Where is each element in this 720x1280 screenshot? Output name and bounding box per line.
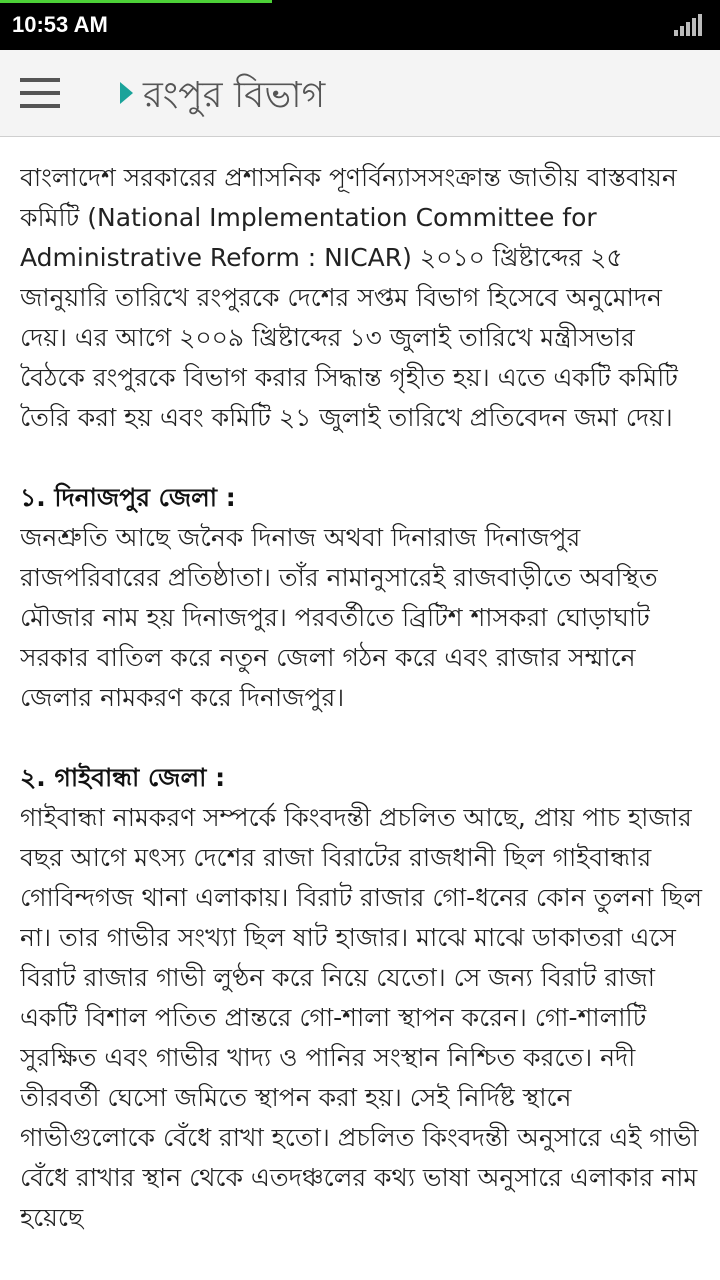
section-heading-dinajpur: ১. দিনাজপুর জেলা : — [20, 483, 236, 512]
hamburger-menu-icon[interactable] — [20, 78, 60, 108]
section-heading-gaibandha: ২. গাইবান্ধা জেলা : — [20, 763, 226, 792]
paragraph-gap — [20, 718, 704, 758]
section-body-gaibandha: গাইবান্ধা নামকরণ সম্পর্কে কিংবদন্তী প্রচলিত আছে, প্রায় পাচ হাজার বছর আগে মৎস্য দেশের রাজা বিরাটের রাজধানী ছিল গাইবান্ধার গোবিন্দগজ থানা এলাকায়। বিরাট রাজার গো-ধনের কোন তুলনা ছিল না। তার গাভীর সংখ্যা ছিল ষাট হাজার। মাঝে মাঝে ডাকাতরা এসে বিরাট রাজার গাভী লুণ্ঠন করে নিয়ে যেতো। সে জন্য বিরাট রাজা একটি বিশাল পতিত প্রান্তরে গো-শালা স্থাপন করেন। গো-শালাটি সুরক্ষিত এবং গাভীর খাদ্য ও পানির সংস্থান নিশ্চিত করতে। নদী তীরবর্তী ঘেসো জমিতে স্থাপন করা হয়। সেই নির্দিষ্ট স্থানে গাভীগুলোকে বেঁধে রাখা হতো। প্রচলিত কিংবদন্তী অনুসারে এই গাভী বেঁধে রাখার স্থান থেকে এতদঞ্চলের কথ্য ভাষা অনুসারে এলাকার নাম হয়েছে — [20, 803, 703, 1232]
section-body-dinajpur: জনশ্রুতি আছে জনৈক দিনাজ অথবা দিনারাজ দিনাজপুর রাজপরিবারের প্রতিষ্ঠাতা। তাঁর নামানুসারেই রাজবাড়ীতে অবস্থিত মৌজার নাম হয় দিনাজপুর। পরবর্তীতে ব্রিটিশ শাসকরা ঘোড়াঘাট সরকার বাতিল করে নতুন জেলা গঠন করে এবং রাজার সম্মানে জেলার নামকরণ করে দিনাজপুর। — [20, 523, 658, 712]
paragraph-gap — [20, 438, 704, 478]
article-content — [20, 158, 704, 1278]
signal-bars-icon — [674, 12, 708, 36]
status-bar — [0, 0, 720, 50]
caret-right-icon — [120, 82, 133, 104]
intro-paragraph: বাংলাদেশ সরকারের প্রশাসনিক পূণর্বিন্যাসসংক্রান্ত জাতীয় বাস্তবায়ন কমিটি (National Implementation Committee for Administrative Reform : NICAR) ২০১০ খ্রিষ্টাব্দের ২৫ জানুয়ারি তারিখে রংপুরকে দেশের সপ্তম বিভাগ হিসেবে অনুমোদন দেয়। এর আগে ২০০৯ খ্রিষ্টাব্দের ১৩ জুলাই তারিখে মন্ত্রীসভার বৈঠকে রংপুরকে বিভাগ করার সিদ্ধান্ত গৃহীত হয়। এতে একটি কমিটি তৈরি করা হয় এবং কমিটি ২১ জুলাই তারিখে প্রতিবেদন জমা দেয়। — [20, 163, 678, 432]
loading-progress-bar — [0, 0, 272, 3]
status-time: 10:53 AM — [12, 12, 108, 37]
app-bar — [0, 50, 720, 137]
page-title: রংপুর বিভাগ — [143, 75, 326, 116]
